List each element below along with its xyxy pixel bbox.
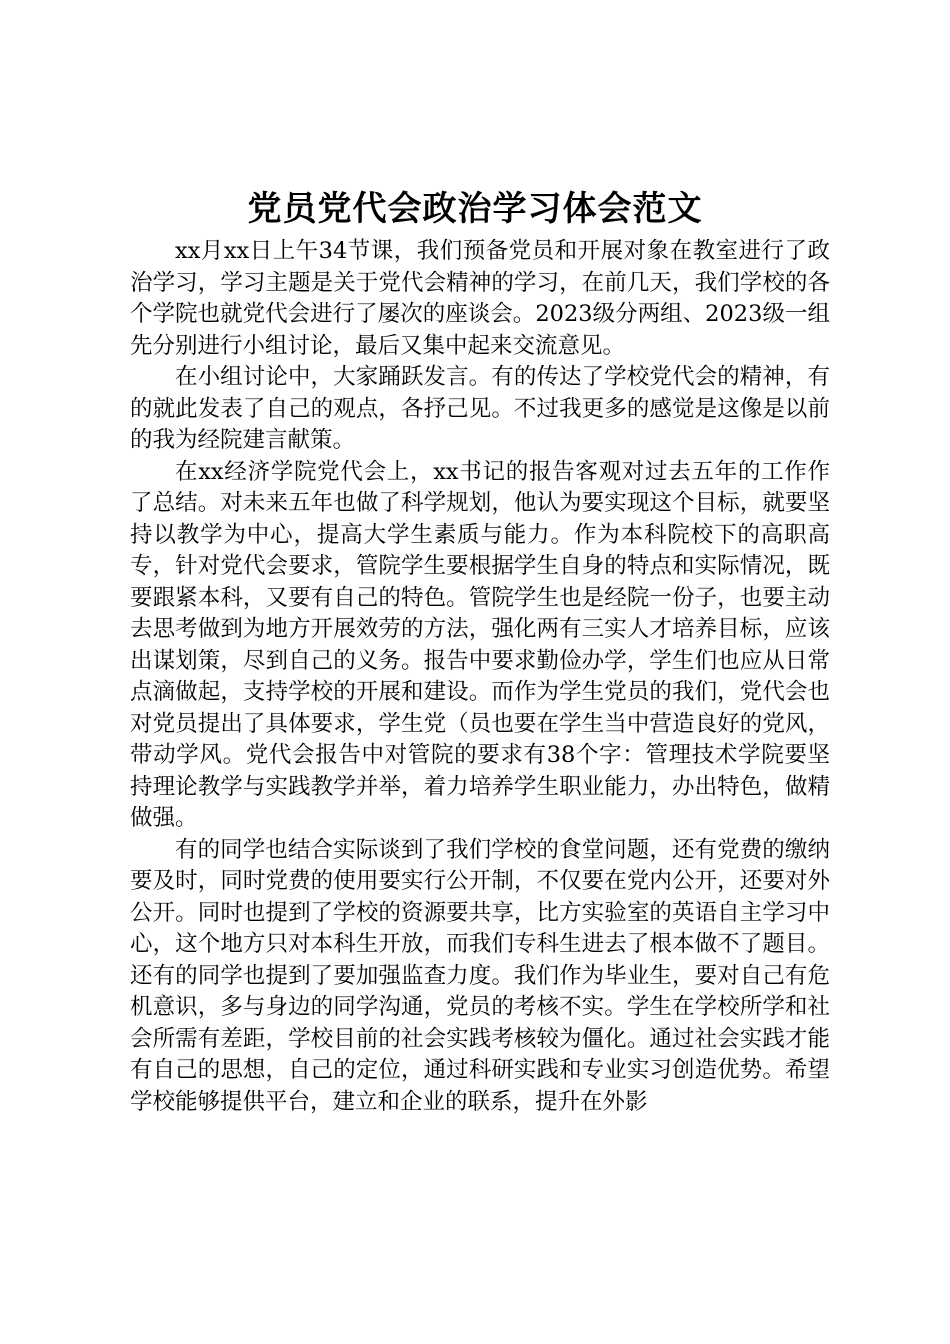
paragraph: 在小组讨论中，大家踊跃发言。有的传达了学校党代会的精神，有的就此发表了自己的观点，各抒己见。不过我更多的感觉是这像是以前的我为经院建言献策。 xyxy=(130,364,830,453)
paragraph: 有的同学也结合实际谈到了我们学校的食堂问题，还有党费的缴纳要及时，同时党费的使用要实行公开制，不仅要在党内公开，还要对外公开。同时也提到了学校的资源要共享，比方实验室的英语自主学习中心，这个地方只对本科生开放，而我们专科生进去了根本做不了题目。还有的同学也提到了要加强监查力度。我们作为毕业生，要对自己有危机意识，多与身边的同学沟通，党员的考核不实。学生在学校所学和社会所需有差距，学校目前的社会实践考核较为僵化。通过社会实践才能有自己的思想，自己的定位，通过科研实践和专业实习创造优势。希望学校能够提供平台，建立和企业的联系，提升在外影 xyxy=(130,836,830,1115)
paragraph: xx月xx日上午34节课，我们预备党员和开展对象在教室进行了政治学习，学习主题是关于党代会精神的学习，在前几天，我们学校的各个学院也就党代会进行了屡次的座谈会。2023级分两组、2023级一组先分别进行小组讨论，最后又集中起来交流意见。 xyxy=(130,238,830,359)
paragraph: 在xx经济学院党代会上，xx书记的报告客观对过去五年的工作作了总结。对未来五年也做了科学规划，他认为要实现这个目标，就要坚持以教学为中心，提高大学生素质与能力。作为本科院校下的高职高专，针对党代会要求，管院学生要根据学生自身的特点和实际情况，既要跟紧本科，又要有自己的特色。管院学生也是经院一份子，也要主动去思考做到为地方开展效劳的方法，强化两有三实人才培养目标，应该出谋划策，尽到自己的义务。报告中要求勤俭办学，学生们也应从日常点滴做起，支持学校的开展和建设。而作为学生党员的我们，党代会也对党员提出了具体要求，学生党（员也要在学生当中营造良好的党风，带动学风。党代会报告中对管院的要求有38个字：管理技术学院要坚持理论教学与实践教学并举，着力培养学生职业能力，办出特色，做精做强。 xyxy=(130,458,830,831)
document-title: 党员党代会政治学习体会范文 xyxy=(247,189,703,229)
document-body xyxy=(130,236,830,1118)
